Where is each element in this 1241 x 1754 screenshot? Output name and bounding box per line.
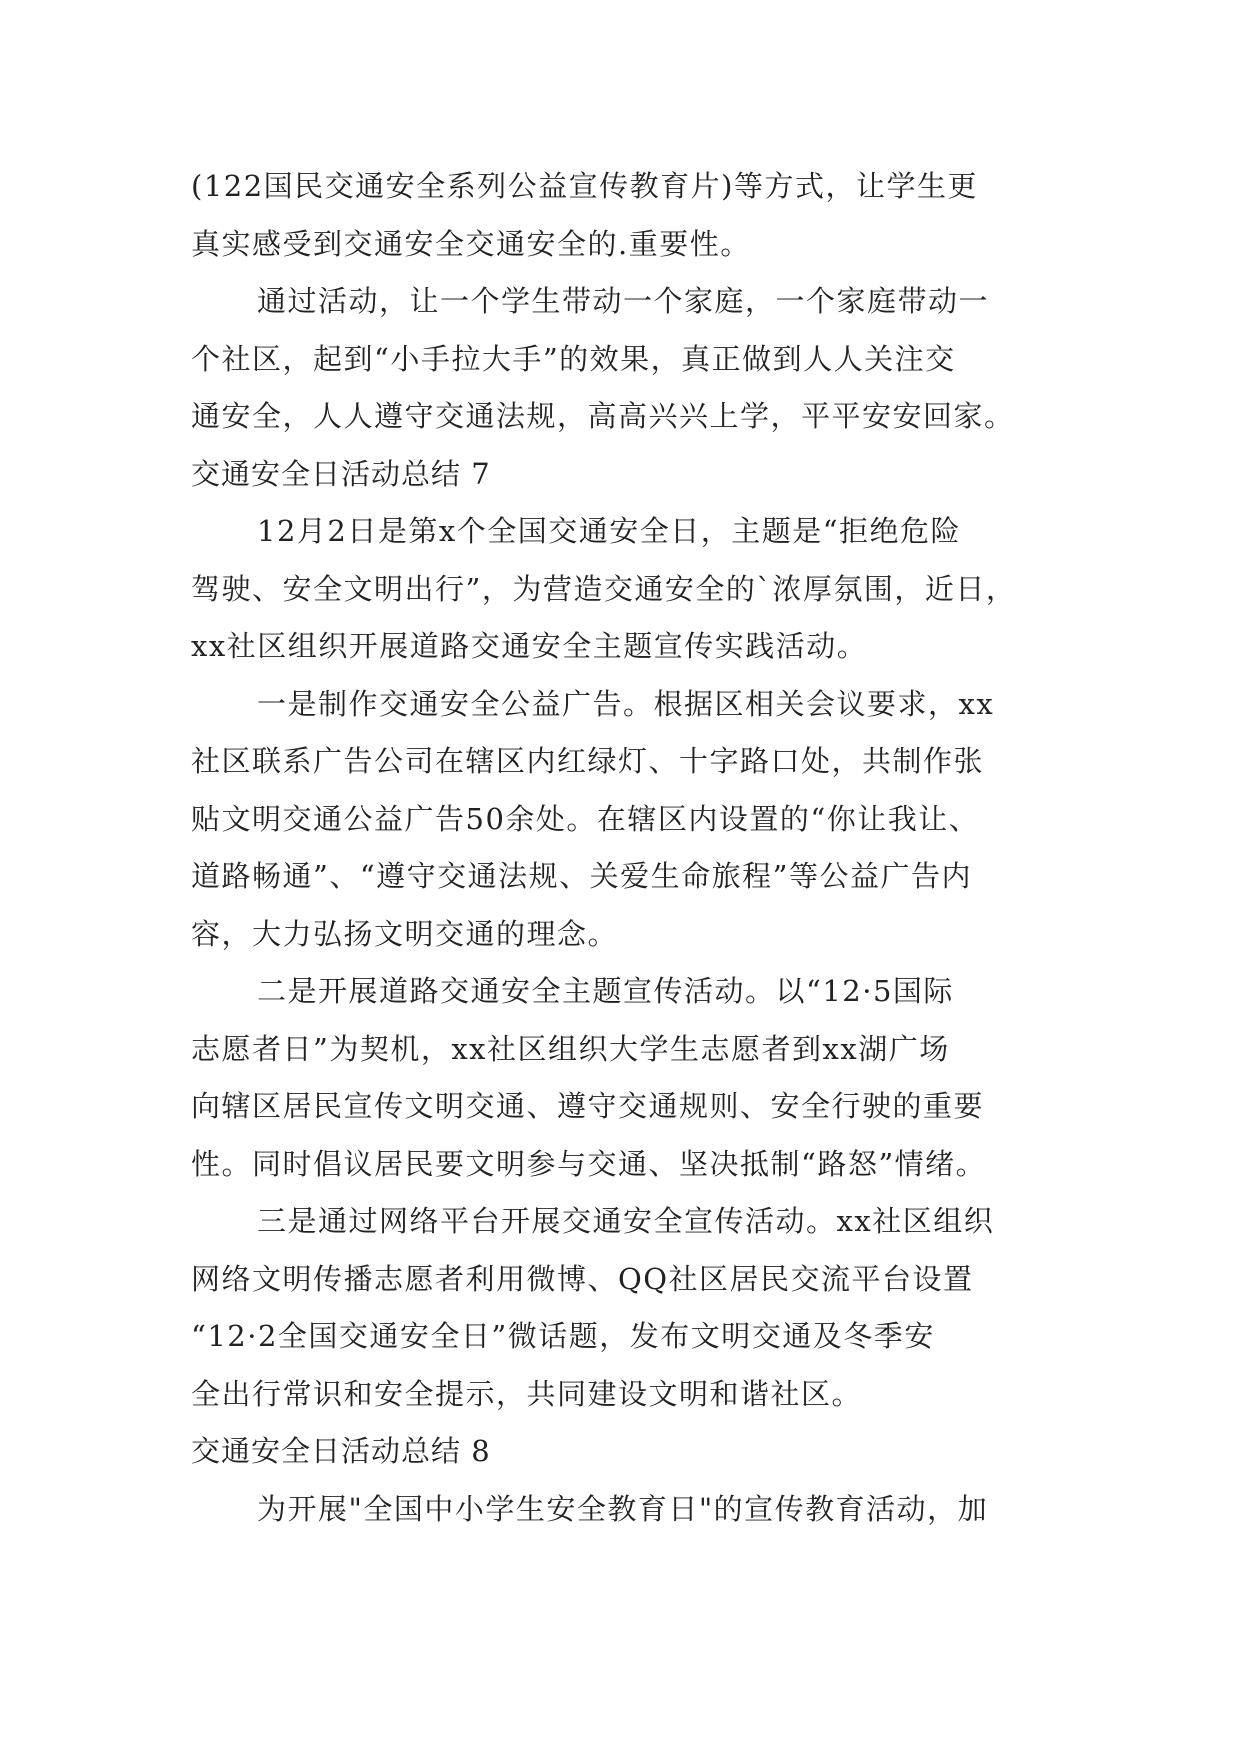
document-body (191, 158, 1061, 1538)
text-line: 向辖区居民宣传文明交通、遵守交通规则、安全行驶的重要 (191, 1089, 985, 1123)
text-line: 三是通过网络平台开展交通安全宣传活动。xx社区组织 (257, 1204, 995, 1238)
text-line: 全出行常识和安全提示，共同建设文明和谐社区。 (191, 1376, 863, 1411)
text-line: 一是制作交通安全公益广告。根据区相关会议要求，xx (257, 686, 995, 721)
text-line: “12·2全国交通安全日”微话题，发布文明交通及冬季安 (191, 1319, 935, 1353)
text-line: 12月2日是第x个全国交通安全日，主题是“拒绝危险 (257, 514, 962, 548)
text-line: 个社区，起到“小手拉大手”的效果，真正做到人人关注交 (191, 341, 956, 376)
text-line: 驾驶、安全文明出行”，为营造交通安全的`浓厚氛围，近日， (191, 571, 1017, 606)
text-line: (122国民交通安全系列公益宣传教育片)等方式，让学生更 (191, 169, 978, 203)
text-line: 通过活动，让一个学生带动一个家庭，一个家庭带动一 (257, 284, 990, 318)
section-heading: 交通安全日活动总结 8 (191, 1434, 491, 1468)
text-line: 为开展"全国中小学生安全教育日"的宣传教育活动，加 (257, 1491, 989, 1526)
section-heading: 交通安全日活动总结 7 (191, 456, 491, 491)
text-line: 性。同时倡议居民要文明参与交通、坚决抵制“路怒”情绪。 (191, 1146, 987, 1181)
text-line: 通安全，人人遵守交通法规，高高兴兴上学，平平安安回家。 (191, 399, 1015, 433)
text-line: 容，大力弘扬文明交通的理念。 (191, 916, 619, 951)
text-line: 社区联系广告公司在辖区内红绿灯、十字路口处，共制作张 (191, 744, 985, 778)
text-line: 网络文明传播志愿者利用微博、QQ社区居民交流平台设置 (191, 1261, 974, 1296)
text-line: 贴文明交通公益广告50余处。在辖区内设置的“你让我让、 (191, 801, 980, 836)
text-line: xx社区组织开展道路交通安全主题宣传实践活动。 (191, 629, 868, 663)
text-line: 道路畅通”、“遵守交通法规、关爱生命旅程”等公益广告内 (191, 859, 972, 893)
text-line: 志愿者日”为契机，xx社区组织大学生志愿者到xx湖广场 (191, 1031, 950, 1066)
text-line: 二是开展道路交通安全主题宣传活动。以“12·5国际 (257, 974, 954, 1008)
text-line: 真实感受到交通安全交通安全的.重要性。 (191, 226, 751, 261)
